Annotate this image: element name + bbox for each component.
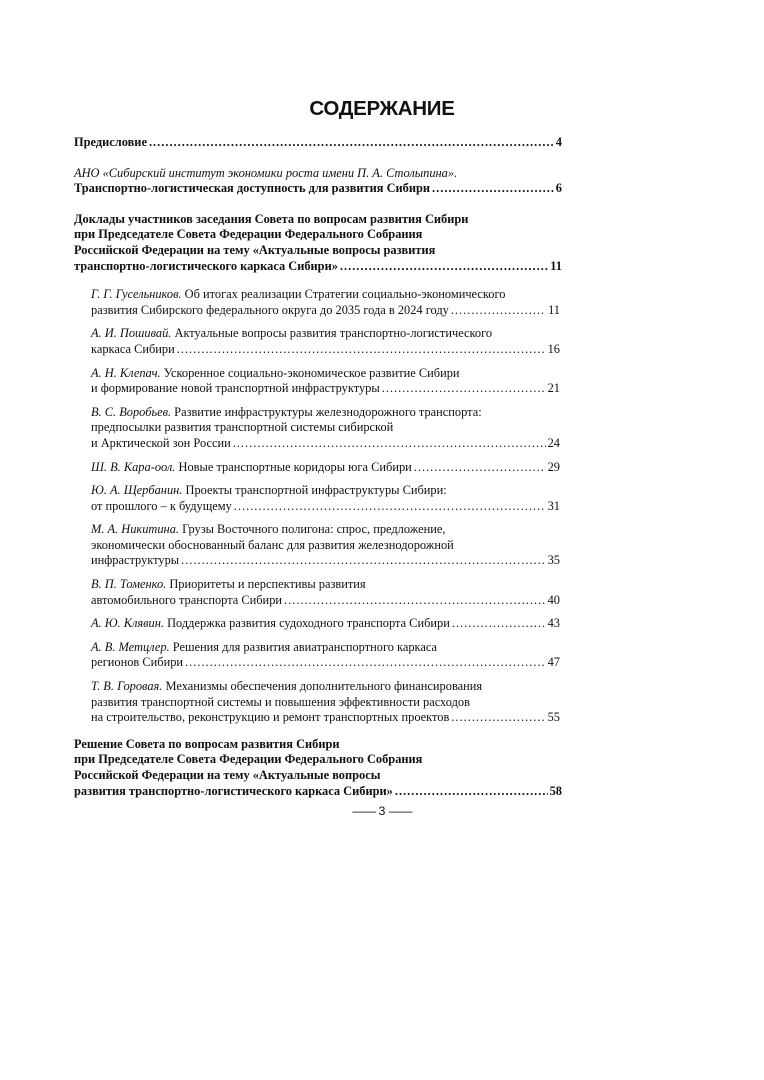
toc-entry-ano[interactable] [74,166,562,197]
toc-entry-author: Ш. В. Кара-оол. [91,459,176,474]
toc-entry-tomenko[interactable] [91,577,560,608]
toc-entry-title [91,616,450,632]
toc-entry-line [74,768,562,784]
dot-leader [340,259,548,275]
toc-entry-line [91,679,560,695]
toc-entry-author: Т. В. Горовая. [91,679,163,694]
dot-leader [234,499,546,515]
toc-entry-text: развития транспортной системы и повышения эффективности расходов [91,694,470,709]
toc-entry-poshivai[interactable] [91,326,560,357]
toc-entry-text: транспортно-логистического каркаса Сибири» [74,258,338,273]
toc-entry-author: А. Ю. Клявин. [91,616,164,631]
toc-entry-text: Доклады участников заседания Совета по вопросам развития Сибири [74,211,469,226]
page-title: СОДЕРЖАНИЕ [309,97,455,120]
toc-entry-text: Механизмы обеспечения дополнительного финансирования [165,679,483,694]
dot-leader [177,342,546,358]
toc-entry-karaool[interactable] [91,460,560,476]
toc-page-number: 4 [555,135,562,149]
toc-entry-text: Приоритеты и перспективы развития [169,577,366,592]
dot-leader [451,710,545,726]
toc-entry-title [91,342,175,358]
toc-entry-line [74,752,562,768]
toc-entry-last-line [74,259,562,275]
toc-entry-author: А. В. Метцлер. [91,639,170,654]
toc-entry-line [91,522,560,538]
dot-leader [452,616,546,632]
toc-entry-text: автомобильного транспорта Сибири [91,592,283,607]
toc-entry-last-line [74,784,562,800]
toc-entry-text: регионов Сибири [91,655,184,670]
toc-entry-title [91,593,282,609]
table-of-contents [74,135,562,799]
toc-entry-last-line [91,655,560,671]
toc-entry-line [91,405,560,421]
toc-entry-text: Решение Совета по вопросам развития Сибири [74,736,340,751]
toc-entry-line [91,287,560,303]
toc-entry-text: развития транспортно-логистического каркаса Сибири» [74,783,393,798]
toc-page-number: 55 [547,710,560,725]
toc-entry-line [91,326,560,342]
toc-entry-last-line [74,181,562,197]
toc-entry-line [91,640,560,656]
toc-entry-last-line [91,381,560,397]
toc-entry-text: Поддержка развития судоходного транспорта Сибири [167,616,450,631]
page-footer [0,804,764,818]
toc-entry-last-line [91,499,560,515]
page-number: 3 [378,804,386,818]
toc-entry-last-line [91,710,560,726]
toc-page-number: 11 [550,258,562,273]
toc-entry-last-line [74,135,562,151]
toc-entry-text: инфраструктуры [91,553,180,568]
dot-leader [395,784,548,800]
toc-page-number: 24 [547,435,560,450]
toc-entry-last-line [91,616,560,632]
toc-entry-line [91,538,560,554]
toc-entry-author: М. А. Никитина. [91,522,179,537]
toc-entry-text: Предисловие [74,135,147,149]
toc-entry-title [91,499,232,515]
toc-entry-last-line [91,342,560,358]
toc-entry-text: и Арктической зон России [91,435,231,450]
toc-entry-nikitina[interactable] [91,522,560,569]
toc-entry-text: при Председателе Совета Федерации Федерального Собрания [74,227,423,242]
dot-leader [432,181,554,197]
toc-entry-text: от прошлого – к будущему [91,498,232,513]
toc-entry-preface[interactable] [74,135,562,151]
toc-entry-last-line [91,553,560,569]
toc-entry-text: Грузы Восточного полигона: спрос, предложение, [182,522,446,537]
toc-entry-author: Ю. А. Щербанин. [91,483,183,498]
footer-dash-left: —— [352,804,376,818]
toc-entry-title [91,655,183,671]
dot-leader [149,135,554,151]
toc-entry-line [91,420,560,436]
toc-entry-gorovaya[interactable] [91,679,560,726]
toc-entry-line [91,577,560,593]
toc-entry-text: Об итогах реализации Стратегии социально-экономического [184,287,506,302]
toc-entry-title [91,710,449,726]
toc-entry-organization: АНО «Сибирский институт экономики роста имени П. А. Столыпина». [74,165,458,180]
toc-entry-line [74,243,562,259]
toc-page-number: 16 [547,341,560,356]
toc-entry-text: Транспортно-логистическая доступность для развития Сибири [74,181,431,196]
toc-entry-title [91,381,380,397]
toc-entry-line [91,483,560,499]
dot-leader [185,655,546,671]
toc-entry-author: А. И. Пошивай. [91,326,172,341]
toc-entry-text: предпосылки развития транспортной системы сибирской [91,420,394,435]
dot-leader [233,436,546,452]
toc-entry-title [74,784,393,800]
toc-entry-text: Актуальные вопросы развития транспортно-логистического [174,326,493,341]
dot-leader [451,303,546,319]
toc-entry-text: Развитие инфраструктуры железнодорожного транспорта: [174,404,482,419]
toc-entry-title [91,436,231,452]
toc-entry-decision[interactable] [74,737,562,799]
toc-entry-reports[interactable] [74,212,562,274]
toc-entry-text: каркаса Сибири [91,341,175,356]
toc-page-number: 35 [547,553,560,568]
toc-page-number: 47 [547,655,560,670]
toc-entry-title [74,181,430,197]
footer-dash-right: —— [388,804,412,818]
toc-entry-title [91,303,449,319]
toc-entry-metzler[interactable] [91,640,560,671]
dot-leader [181,553,546,569]
toc-entry-gusel[interactable] [91,287,560,318]
toc-entry-author: В. П. Томенко. [91,577,167,592]
toc-entry-last-line [91,460,560,476]
toc-entry-title [74,135,147,151]
toc-entry-author: А. Н. Клепач. [91,365,161,380]
toc-entry-text: Проекты транспортной инфраструктуры Сибири: [185,483,447,498]
toc-entry-title [74,259,338,275]
toc-entry-text: Новые транспортные коридоры юга Сибири [178,459,412,474]
toc-entry-line [91,695,560,711]
toc-entry-text: Российской Федерации на тему «Актуальные вопросы развития [74,242,436,257]
toc-entry-author: В. С. Воробьев. [91,404,172,419]
toc-page-number: 21 [547,381,560,396]
toc-entry-line [74,737,562,753]
toc-entry-last-line [91,303,560,319]
dot-leader [414,460,546,476]
toc-entry-last-line [91,593,560,609]
dot-leader [382,381,546,397]
toc-entry-text: экономически обоснованный баланс для развития железнодорожной [91,537,454,552]
toc-entry-klepach[interactable] [91,366,560,397]
toc-page-number: 43 [547,616,560,631]
toc-entry-klyavin[interactable] [91,616,560,632]
toc-entry-text: Российской Федерации на тему «Актуальные вопросы [74,768,381,782]
toc-entry-text: Решения для развития авиатранспортного каркаса [172,639,438,654]
toc-entry-text: развития Сибирского федерального округа до 2035 года в 2024 году [91,302,449,317]
dot-leader [284,593,546,609]
toc-entry-line [74,227,562,243]
toc-entry-text: и формирование новой транспортной инфраструктуры [91,381,380,396]
toc-entry-author: Г. Г. Гусельников. [91,287,182,302]
toc-page-number: 6 [555,181,562,196]
toc-entry-line [74,212,562,228]
toc-page-number: 40 [547,592,560,607]
toc-page-number: 31 [547,498,560,513]
toc-entry-scherbanin[interactable] [91,483,560,514]
toc-entry-title [91,460,412,476]
toc-entry-text: на строительство, реконструкцию и ремонт транспортных проектов [91,710,450,725]
toc-page-number: 11 [548,302,560,317]
toc-entry-line [91,366,560,382]
toc-entry-text: при Председателе Совета Федерации Федерального Собрания [74,752,423,767]
toc-page-number: 58 [549,783,562,798]
toc-entry-last-line [91,436,560,452]
toc-page-number: 29 [547,459,560,474]
toc-entry-vorobyev[interactable] [91,405,560,452]
toc-entry-text: Ускоренное социально-экономическое развитие Сибири [163,365,460,380]
toc-entry-title [91,553,179,569]
